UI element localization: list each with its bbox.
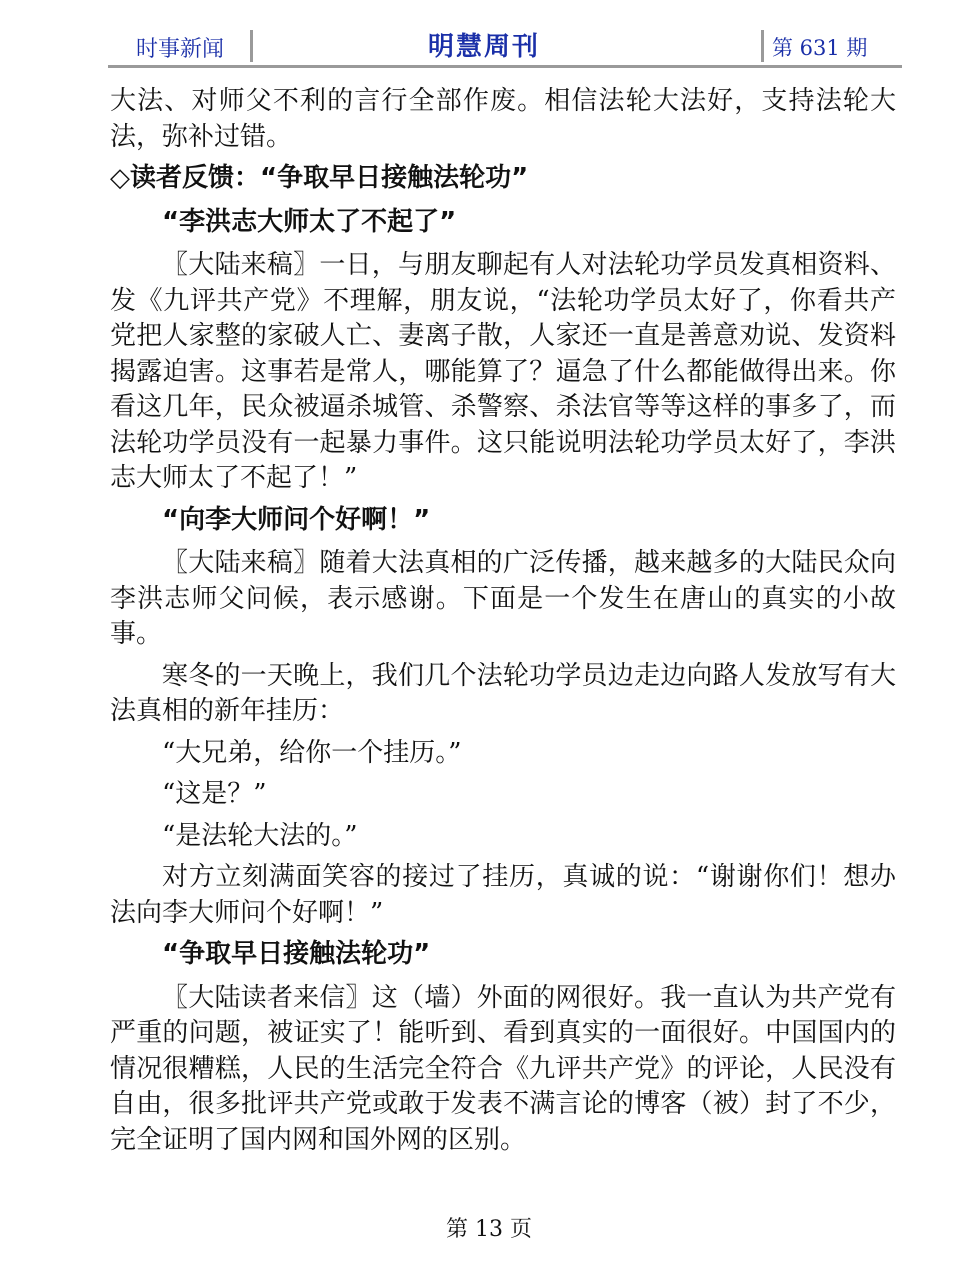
article-paragraph: 寒冬的一天晚上，我们几个法轮功学员边走边向路人发放写有大法真相的新年挂历： bbox=[110, 660, 896, 726]
article-body bbox=[110, 84, 896, 1164]
issue-number: 第 631 期 bbox=[772, 36, 868, 60]
header-section-label: 时事新闻 bbox=[136, 37, 225, 62]
section-heading: ◇读者反馈：“争取早日接触法轮功” bbox=[110, 163, 529, 193]
article-paragraph: 〖大陆来稿〗随着大法真相的广泛传播，越来越多的大陆民众向李洪志师父问候，表示感谢。下面是一个发生在唐山的真实的小故事。 bbox=[110, 548, 896, 649]
page-number: 第 13 页 bbox=[446, 1217, 532, 1242]
article-paragraph: 对方立刻满面笑容的接过了挂历，真诚的说：“谢谢你们！想办法向李大师问个好啊！” bbox=[110, 862, 896, 928]
article-paragraph: 〖大陆来稿〗一日，与朋友聊起有人对法轮功学员发真相资料、发《九评共产党》不理解，朋友说，“法轮功学员太好了，你看共产党把人家整的家破人亡、妻离子散，人家还一直是善意劝说、发资料揭露迫害。这事若是常人，哪能算了？逼急了什么都能做得出来。你看这几年，民众被逼杀城管、杀警察、杀法官等等这样的事多了，而法轮功学员没有一起暴力事件。这只能说明法轮功学员太好了，李洪志大师太了不起了！” bbox=[110, 250, 896, 493]
article-title: “李洪志大师太了不起了” bbox=[162, 206, 457, 237]
header-rule bbox=[108, 65, 902, 68]
page-header bbox=[108, 26, 900, 70]
intro-paragraph: 大法、对师父不利的言行全部作废。相信法轮大法好，支持法轮大法，弥补过错。 bbox=[110, 86, 896, 152]
dialogue-line: “大兄弟，给你一个挂历。” bbox=[162, 737, 462, 768]
header-divider-right bbox=[761, 30, 764, 62]
article-paragraph: 〖大陆读者来信〗这（墙）外面的网很好。我一直认为共产党有严重的问题，被证实了！能听到、看到真实的一面很好。中国国内的情况很糟糕，人民的生活完全符合《九评共产党》的评论，人民没有自由，很多批评共产党或敢于发表不满言论的博客（被）封了不少，完全证明了国内网和国外网的区别。 bbox=[110, 982, 896, 1155]
article-title: “向李大师问个好啊！” bbox=[162, 504, 431, 535]
dialogue-line: “这是？” bbox=[162, 779, 267, 809]
dialogue-line: “是法轮大法的。” bbox=[162, 820, 358, 851]
header-divider-left bbox=[250, 30, 253, 62]
article-title: “争取早日接触法轮功” bbox=[162, 939, 431, 969]
publication-title: 明慧周刊 bbox=[428, 32, 541, 62]
